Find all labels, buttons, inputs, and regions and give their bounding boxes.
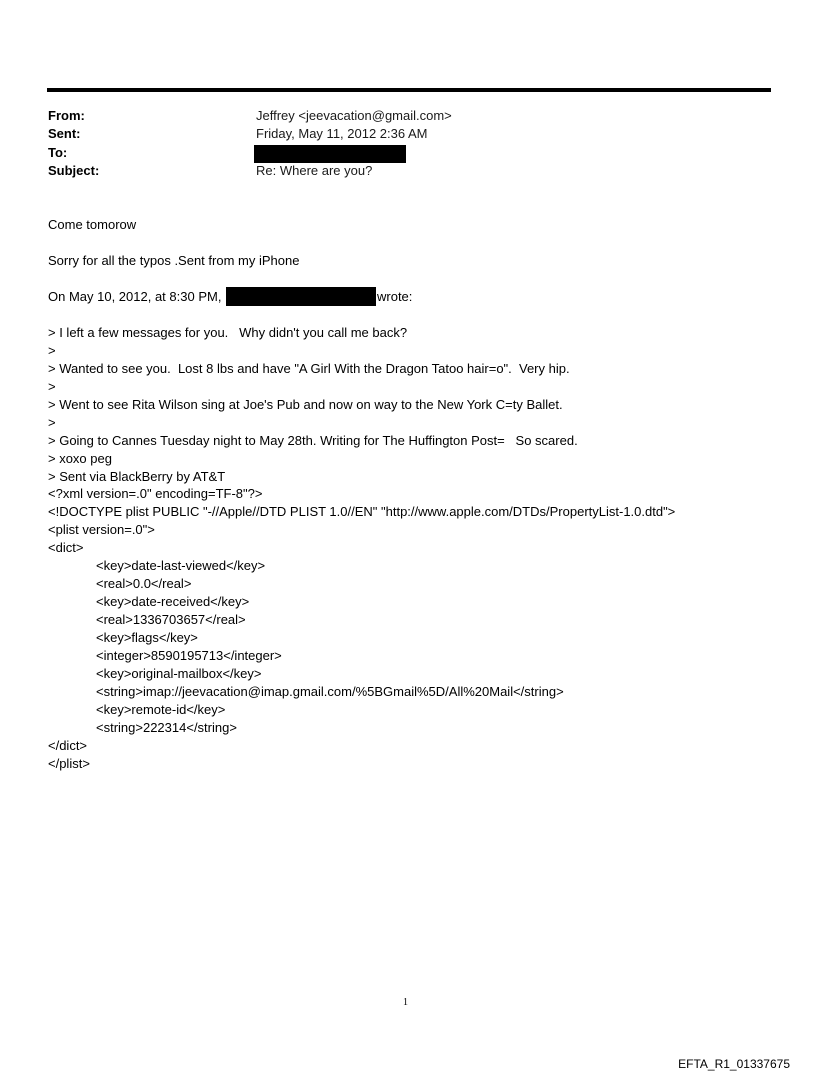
to-redaction xyxy=(254,145,406,163)
plist-dict-line: <key>date-received</key> xyxy=(96,594,250,609)
quoted-line: > I left a few messages for you. Why didn't you call me back? xyxy=(48,325,408,340)
plist-end-line: </dict> xyxy=(48,738,88,753)
plist-end-line: </plist> xyxy=(48,756,90,771)
subject-label: Subject: xyxy=(48,163,100,178)
plist-dict-line: <key>date-last-viewed</key> xyxy=(96,558,266,573)
plist-dict-line: <real>1336703657</real> xyxy=(96,612,246,627)
plist-line: <plist version=.0"> xyxy=(48,522,155,537)
sent-value: Friday, May 11, 2012 2:36 AM xyxy=(256,126,428,141)
from-label: From: xyxy=(48,108,85,123)
subject-value: Re: Where are you? xyxy=(256,163,373,178)
to-label: To: xyxy=(48,145,68,160)
sent-label: Sent: xyxy=(48,126,81,141)
plist-line: <?xml version=.0" encoding=TF-8"?> xyxy=(48,486,263,501)
plist-dict-line: <string>222314</string> xyxy=(96,720,237,735)
plist-dict-line: <key>remote-id</key> xyxy=(96,702,226,717)
attribution-suffix: wrote: xyxy=(377,289,413,304)
plist-dict-line: <key>flags</key> xyxy=(96,630,198,645)
quoted-line: > xyxy=(48,343,56,358)
attribution-prefix: On May 10, 2012, at 8:30 PM, xyxy=(48,289,222,304)
top-rule xyxy=(47,88,771,92)
plist-line: <!DOCTYPE plist PUBLIC "-//Apple//DTD PLIST 1.0//EN" "http://www.apple.com/DTDs/PropertyList-1.0.dtd"> xyxy=(48,504,676,519)
page-number: 1 xyxy=(403,997,408,1008)
sender-redaction xyxy=(226,287,376,306)
quoted-line: > xoxo peg xyxy=(48,451,112,466)
quoted-line: > Went to see Rita Wilson sing at Joe's Pub and now on way to the New York C=ty Ballet. xyxy=(48,397,563,412)
quoted-line: > xyxy=(48,379,56,394)
plist-dict-line: <integer>8590195713</integer> xyxy=(96,648,282,663)
quoted-line: > xyxy=(48,415,56,430)
plist-dict-line: <real>0.0</real> xyxy=(96,576,192,591)
quoted-line: > Sent via BlackBerry by AT&T xyxy=(48,469,226,484)
plist-dict-line: <key>original-mailbox</key> xyxy=(96,666,262,681)
body-line-1: Come tomorow xyxy=(48,217,137,232)
body-line-2: Sorry for all the typos .Sent from my iPhone xyxy=(48,253,300,268)
from-value: Jeffrey <jeevacation@gmail.com> xyxy=(256,108,452,123)
plist-line: <dict> xyxy=(48,540,84,555)
quoted-line: > Going to Cannes Tuesday night to May 28th. Writing for The Huffington Post= So scared. xyxy=(48,433,578,448)
quoted-line: > Wanted to see you. Lost 8 lbs and have "A Girl With the Dragon Tatoo hair=o". Very hip. xyxy=(48,361,570,376)
document-id: EFTA_R1_01337675 xyxy=(678,1057,790,1071)
plist-dict-line: <string>imap://jeevacation@imap.gmail.com/%5BGmail%5D/All%20Mail</string> xyxy=(96,684,564,699)
